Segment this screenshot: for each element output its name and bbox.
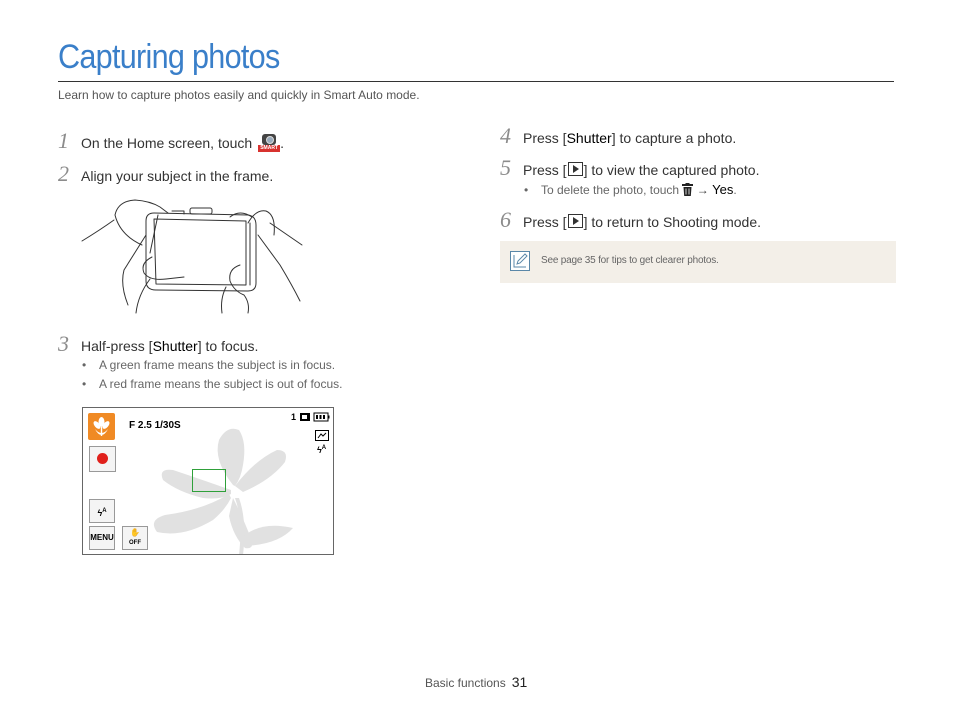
macro-flower-icon: [88, 413, 115, 440]
record-button[interactable]: [89, 446, 116, 472]
page-subtitle: Learn how to capture photos easily and quickly in Smart Auto mode.: [58, 88, 420, 102]
bullet-item: • A red frame means the subject is out of focus.: [82, 377, 343, 391]
step-4: [500, 123, 736, 149]
shutter-key: Shutter: [566, 130, 612, 146]
smart-label: SMART: [258, 145, 280, 152]
page-number: 31: [511, 674, 528, 690]
playback-icon: [568, 162, 583, 176]
flash-status: $ϟ^A$: [317, 445, 327, 455]
memory-and-battery-icons: [300, 412, 330, 422]
battery-icon: [314, 413, 330, 421]
smart-auto-icon: [258, 134, 280, 152]
step-number: 1: [58, 128, 69, 153]
section-name: Basic functions: [425, 676, 506, 690]
camera-screen-illustration: [82, 407, 334, 555]
flash-button[interactable]: $ϟ^A$: [89, 499, 115, 523]
macro-mode-button[interactable]: [88, 413, 115, 440]
pencil-note-icon: [510, 251, 530, 271]
note-text: See page 35 for tips to get clearer photos.: [541, 255, 719, 266]
title-divider: [58, 81, 894, 82]
trash-icon: [682, 183, 693, 196]
step-number: 5: [500, 155, 511, 180]
camera-icon: [262, 134, 276, 145]
page-footer: [425, 674, 527, 690]
step-text: Press [ ] to view the captured photo.: [523, 162, 760, 178]
note-box: [500, 241, 896, 283]
focus-frame: [192, 469, 226, 492]
bullet-item: • A green frame means the subject is in focus.: [82, 358, 336, 372]
flash-icon: ϟ: [317, 445, 322, 455]
step-number: 2: [58, 161, 69, 186]
image-size-icon: [315, 430, 329, 441]
step-5: [500, 155, 759, 181]
shots-remaining: 1: [291, 412, 297, 422]
shutter-key: Shutter: [152, 338, 198, 354]
ois-hand-icon: ✋: [130, 528, 140, 537]
flash-icon: ϟ: [97, 508, 103, 518]
step-number: 6: [500, 207, 511, 232]
playback-icon: [568, 214, 583, 228]
exposure-readout: F 2.5 1/30S: [129, 420, 181, 431]
step-text: On the Home screen, touch SMART .: [81, 135, 284, 151]
step-2: [58, 161, 273, 187]
step-text: Press [ ] to return to Shooting mode.: [523, 214, 762, 230]
step-text: Align your subject in the frame.: [81, 168, 274, 184]
menu-button[interactable]: MENU: [89, 526, 115, 550]
step-6: [500, 207, 761, 233]
step-text: Half-press [Shutter] to focus.: [81, 338, 259, 354]
page-title: Capturing photos: [58, 38, 280, 76]
arrow: →: [696, 183, 709, 197]
step-number: 3: [58, 331, 69, 356]
step-1: [58, 128, 284, 154]
bullet-item: • To delete the photo, touch → Yes.: [524, 182, 737, 197]
step-3: [58, 331, 258, 357]
ois-button[interactable]: ✋ OFF: [122, 526, 148, 550]
hands-holding-camera-illustration: [80, 195, 305, 315]
yes-key: Yes: [712, 182, 734, 197]
step-number: 4: [500, 123, 511, 148]
step-text: Press [Shutter] to capture a photo.: [523, 130, 737, 146]
